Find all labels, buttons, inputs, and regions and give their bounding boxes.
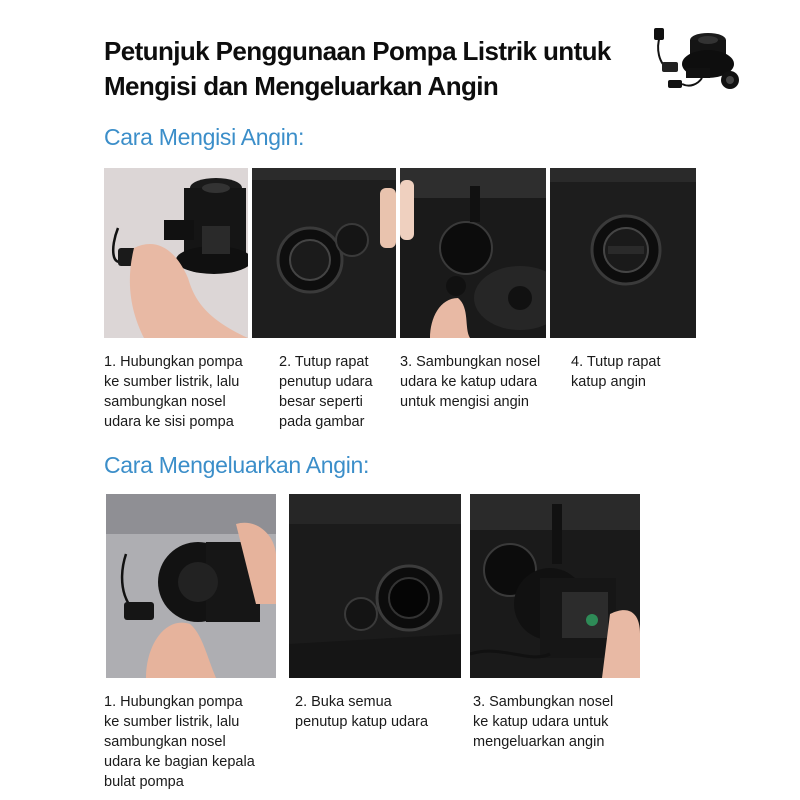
caption-line: pada gambar <box>279 414 365 430</box>
caption-line: udara ke sisi pompa <box>104 414 234 430</box>
caption-line: 4. Tutup rapat <box>571 354 661 370</box>
caption-line: ke sumber listrik, lalu <box>104 714 240 730</box>
caption-line: ke katup udara untuk <box>473 714 609 730</box>
inflate-step-4-caption <box>571 352 660 392</box>
inflate-step-3-caption <box>400 352 540 412</box>
caption-line: sambungkan nosel <box>104 734 226 750</box>
caption-line: mengeluarkan angin <box>473 734 605 750</box>
deflate-step-1-photo <box>106 494 276 678</box>
caption-line: untuk mengisi angin <box>400 394 529 410</box>
caption-line: 1. Hubungkan pompa <box>104 694 243 710</box>
inflate-step-4-photo <box>550 168 696 338</box>
inflate-step-2-photo <box>252 168 396 338</box>
caption-line: udara ke katup udara <box>400 374 538 390</box>
caption-line: 2. Buka semua <box>295 694 392 710</box>
caption-line: sambungkan nosel <box>104 394 226 410</box>
deflate-step-2-photo <box>289 494 461 678</box>
caption-line: bulat pompa <box>104 774 184 790</box>
deflate-step-2-caption <box>295 692 428 732</box>
title-line-1: Petunjuk Penggunaan Pompa Listrik untuk <box>104 36 611 66</box>
caption-line: 1. Hubungkan pompa <box>104 354 243 370</box>
caption-line: besar seperti <box>279 394 363 410</box>
caption-line: 3. Sambungkan nosel <box>400 354 541 370</box>
deflate-heading: Cara Mengeluarkan Angin: <box>104 452 370 478</box>
inflate-step-3-photo <box>400 168 546 338</box>
inflate-step-1-caption <box>104 352 243 432</box>
deflate-step-3-caption <box>473 692 613 752</box>
caption-line: katup angin <box>571 374 646 390</box>
title-line-2: Mengisi dan Mengeluarkan Angin <box>104 71 499 101</box>
deflate-step-3-photo <box>470 494 640 678</box>
pump-product-image <box>646 18 742 100</box>
caption-line: ke sumber listrik, lalu <box>104 374 240 390</box>
inflate-step-1-photo <box>104 168 248 338</box>
inflate-heading: Cara Mengisi Angin: <box>104 124 305 150</box>
caption-line: penutup katup udara <box>295 714 429 730</box>
caption-line: 2. Tutup rapat <box>279 354 369 370</box>
caption-line: 3. Sambungkan nosel <box>473 694 614 710</box>
page-title <box>104 34 664 104</box>
caption-line: penutup udara <box>279 374 373 390</box>
inflate-step-2-caption <box>279 352 373 432</box>
caption-line: udara ke bagian kepala <box>104 754 255 770</box>
deflate-step-1-caption <box>104 692 255 792</box>
